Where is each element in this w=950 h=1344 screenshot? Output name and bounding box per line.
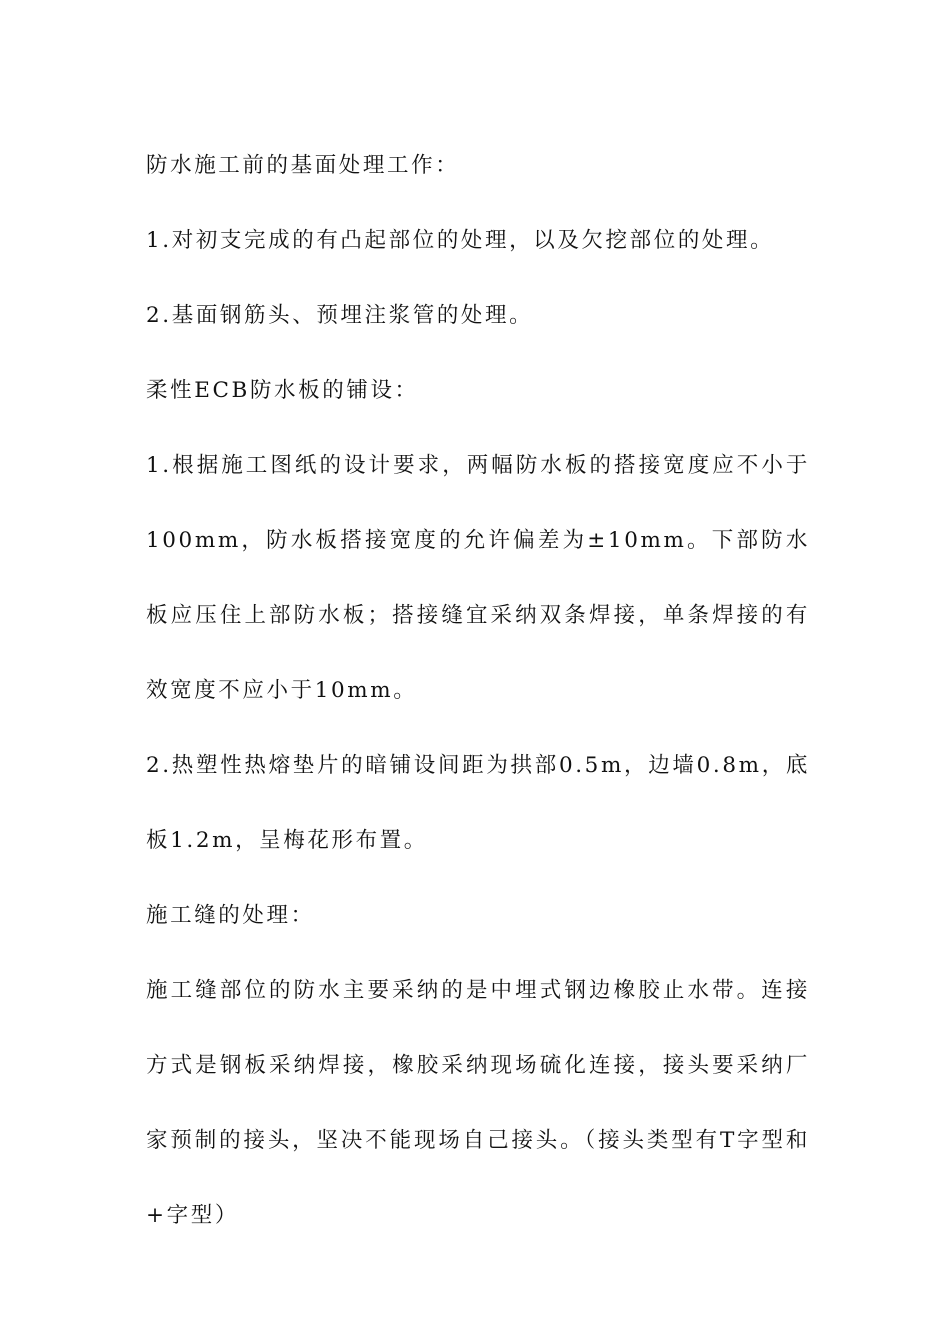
document-body: [146, 128, 810, 1253]
section-heading-base-treatment: 防水施工前的基面处理工作：: [146, 153, 460, 178]
paragraph-waterstop: 施工缝部位的防水主要采纳的是中埋式钢边橡胶止水带。连接方式是钢板采纳焊接，橡胶采纳现场硫化连接，接头要采纳厂家预制的接头，坚决不能现场自己接头。（接头类型有T字型和+字型）: [146, 978, 810, 1228]
list-item-overlap-width: 1.根据施工图纸的设计要求，两幅防水板的搭接宽度应不小于100mm，防水板搭接宽度的允许偏差为±10mm。下部防水板应压住上部防水板；搭接缝宜采纳双条焊接，单条焊接的有效宽度不应小于10mm。: [146, 453, 810, 703]
section-heading-construction-joint: 施工缝的处理：: [146, 903, 315, 928]
list-item-rebar-treatment: 2.基面钢筋头、预埋注浆管的处理。: [146, 303, 534, 328]
section-heading-ecb-laying: 柔性ECB防水板的铺设：: [146, 378, 419, 403]
list-item-gasket-spacing: 2.热塑性热熔垫片的暗铺设间距为拱部0.5m，边墙0.8m，底板1.2m，呈梅花形布置。: [146, 753, 810, 853]
list-item-protrusion-treatment: 1.对初支完成的有凸起部位的处理，以及欠挖部位的处理。: [146, 228, 775, 253]
